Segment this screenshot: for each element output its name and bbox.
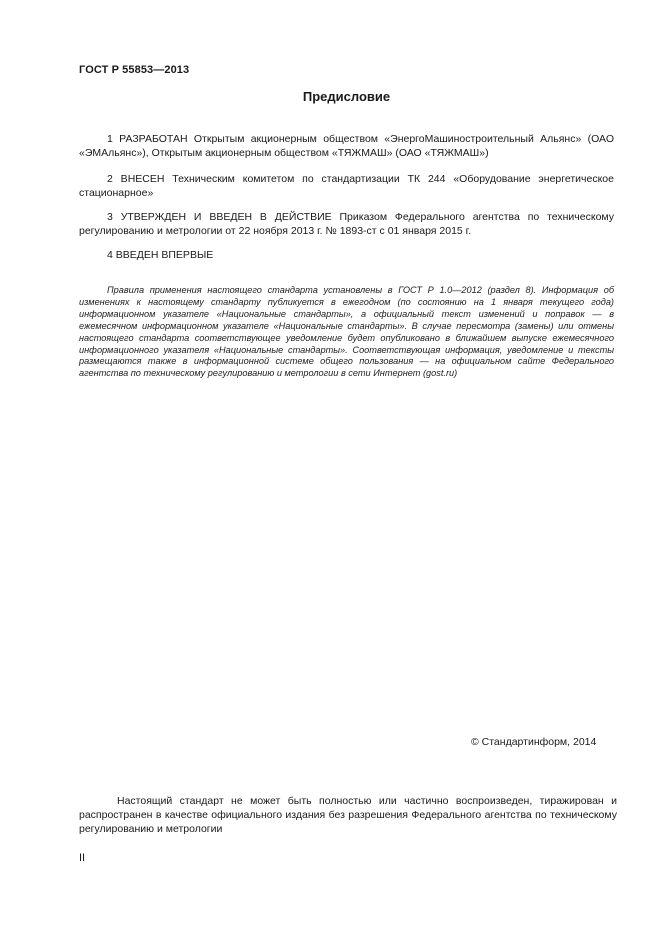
foreword-item-introduced: 2 ВНЕСЕН Техническим комитетом по стандартизации ТК 244 «Оборудование энергетическое стационарное» bbox=[79, 173, 614, 199]
page-title: Предисловие bbox=[302, 89, 391, 104]
page-number: II bbox=[79, 852, 86, 864]
document-id: ГОСТ Р 55853—2013 bbox=[79, 64, 190, 76]
foreword-item-developed: 1 РАЗРАБОТАН Открытым акционерным обществом «ЭнергоМашиностроительный Альянс» (ОАО «ЭМАльянс»), Открытым акционерным обществом «ТЯЖМАШ» (ОАО «ТЯЖМАШ») bbox=[79, 133, 614, 159]
application-rules-note: Правила применения настоящего стандарта установлены в ГОСТ Р 1.0—2012 (раздел 8). Информация об изменениях к настоящему стандарту публикуется в ежегодном (по состоянию на 1 января текущего года) информационном указателе «Национальные стандарты», а официальный текст изменений и поправок — в ежемесячном информационном указателе «Национальные стандарты». В случае пересмотра (замены) или отмены настоящего стандарта соответствующее уведомление будет опубликовано в ближайшем выпуске ежемесячного информационного указателя «Национальные стандарты». Соответствующая информация, уведомление и тексты размещаются также в информационной системе общего пользования — на официальном сайте Федерального агентства по техническому регулированию и метрологии в сети Интернет (gost.ru) bbox=[79, 285, 614, 379]
reproduction-notice: Настоящий стандарт не может быть полностью или частично воспроизведен, тиражирован и распространен в качестве официального издания без разрешения Федерального агентства по техническому регулированию и метрологии bbox=[79, 795, 617, 835]
foreword-item-first-introduced: 4 ВВЕДЕН ВПЕРВЫЕ bbox=[107, 249, 214, 261]
copyright-line: © Стандартинформ, 2014 bbox=[471, 736, 597, 748]
foreword-item-approved: 3 УТВЕРЖДЕН И ВВЕДЕН В ДЕЙСТВИЕ Приказом Федерального агентства по техническому регулированию и метрологии от 22 ноября 2013 г. № 1893-ст с 01 января 2015 г. bbox=[79, 211, 614, 237]
